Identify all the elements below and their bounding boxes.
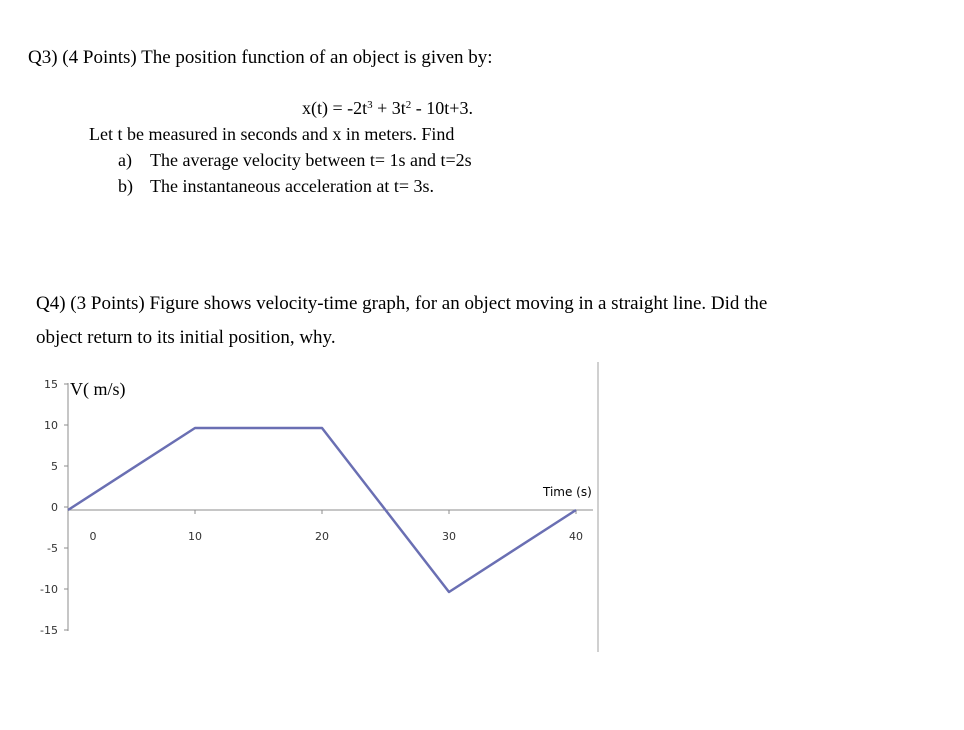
equation-exponent-cubic: 3: [367, 99, 373, 111]
y-tick-label: 0: [51, 501, 58, 514]
q3-title: Q3) (4 Points) The position function of an object is given by:: [28, 47, 493, 68]
y-tick-label: 15: [44, 378, 58, 391]
x-tick-label: 40: [569, 530, 583, 543]
equation-prefix: x(t) = -2t: [302, 98, 368, 118]
chart-ticks: [40, 378, 583, 637]
equation-exponent-square: 2: [405, 99, 412, 111]
q3-instruction: Let t be measured in seconds and x in meters. Find: [89, 124, 455, 144]
x-axis-label: Time (s): [543, 485, 592, 499]
item-b-marker: b): [118, 176, 133, 196]
x-tick-label: 0: [89, 530, 97, 543]
y-tick-label: -10: [40, 583, 58, 596]
y-tick-label: 5: [51, 460, 58, 473]
x-tick-label: 30: [442, 530, 456, 543]
x-tick-label: 10: [188, 530, 202, 543]
equation-suffix: - 10t+3.: [411, 98, 473, 118]
y-tick-label: -15: [40, 624, 58, 637]
x-tick-label: 20: [315, 530, 329, 543]
item-b-text: The instantaneous acceleration at t= 3s.: [150, 176, 435, 196]
equation-middle: + 3t: [372, 98, 406, 118]
y-tick-label: 10: [44, 419, 58, 432]
chart-axes: [68, 362, 598, 652]
q4-title: Q4) (3 Points) Figure shows velocity-time graph, for an object moving in a straight line. Did the: [36, 293, 768, 314]
y-axis-label: V( m/s): [70, 379, 126, 399]
item-a-marker: a): [118, 150, 132, 170]
y-tick-label: -5: [47, 542, 58, 555]
item-a-text: The average velocity between t= 1s and t=2s: [150, 150, 472, 170]
q4-title-continued: object return to its initial position, why.: [36, 327, 336, 348]
